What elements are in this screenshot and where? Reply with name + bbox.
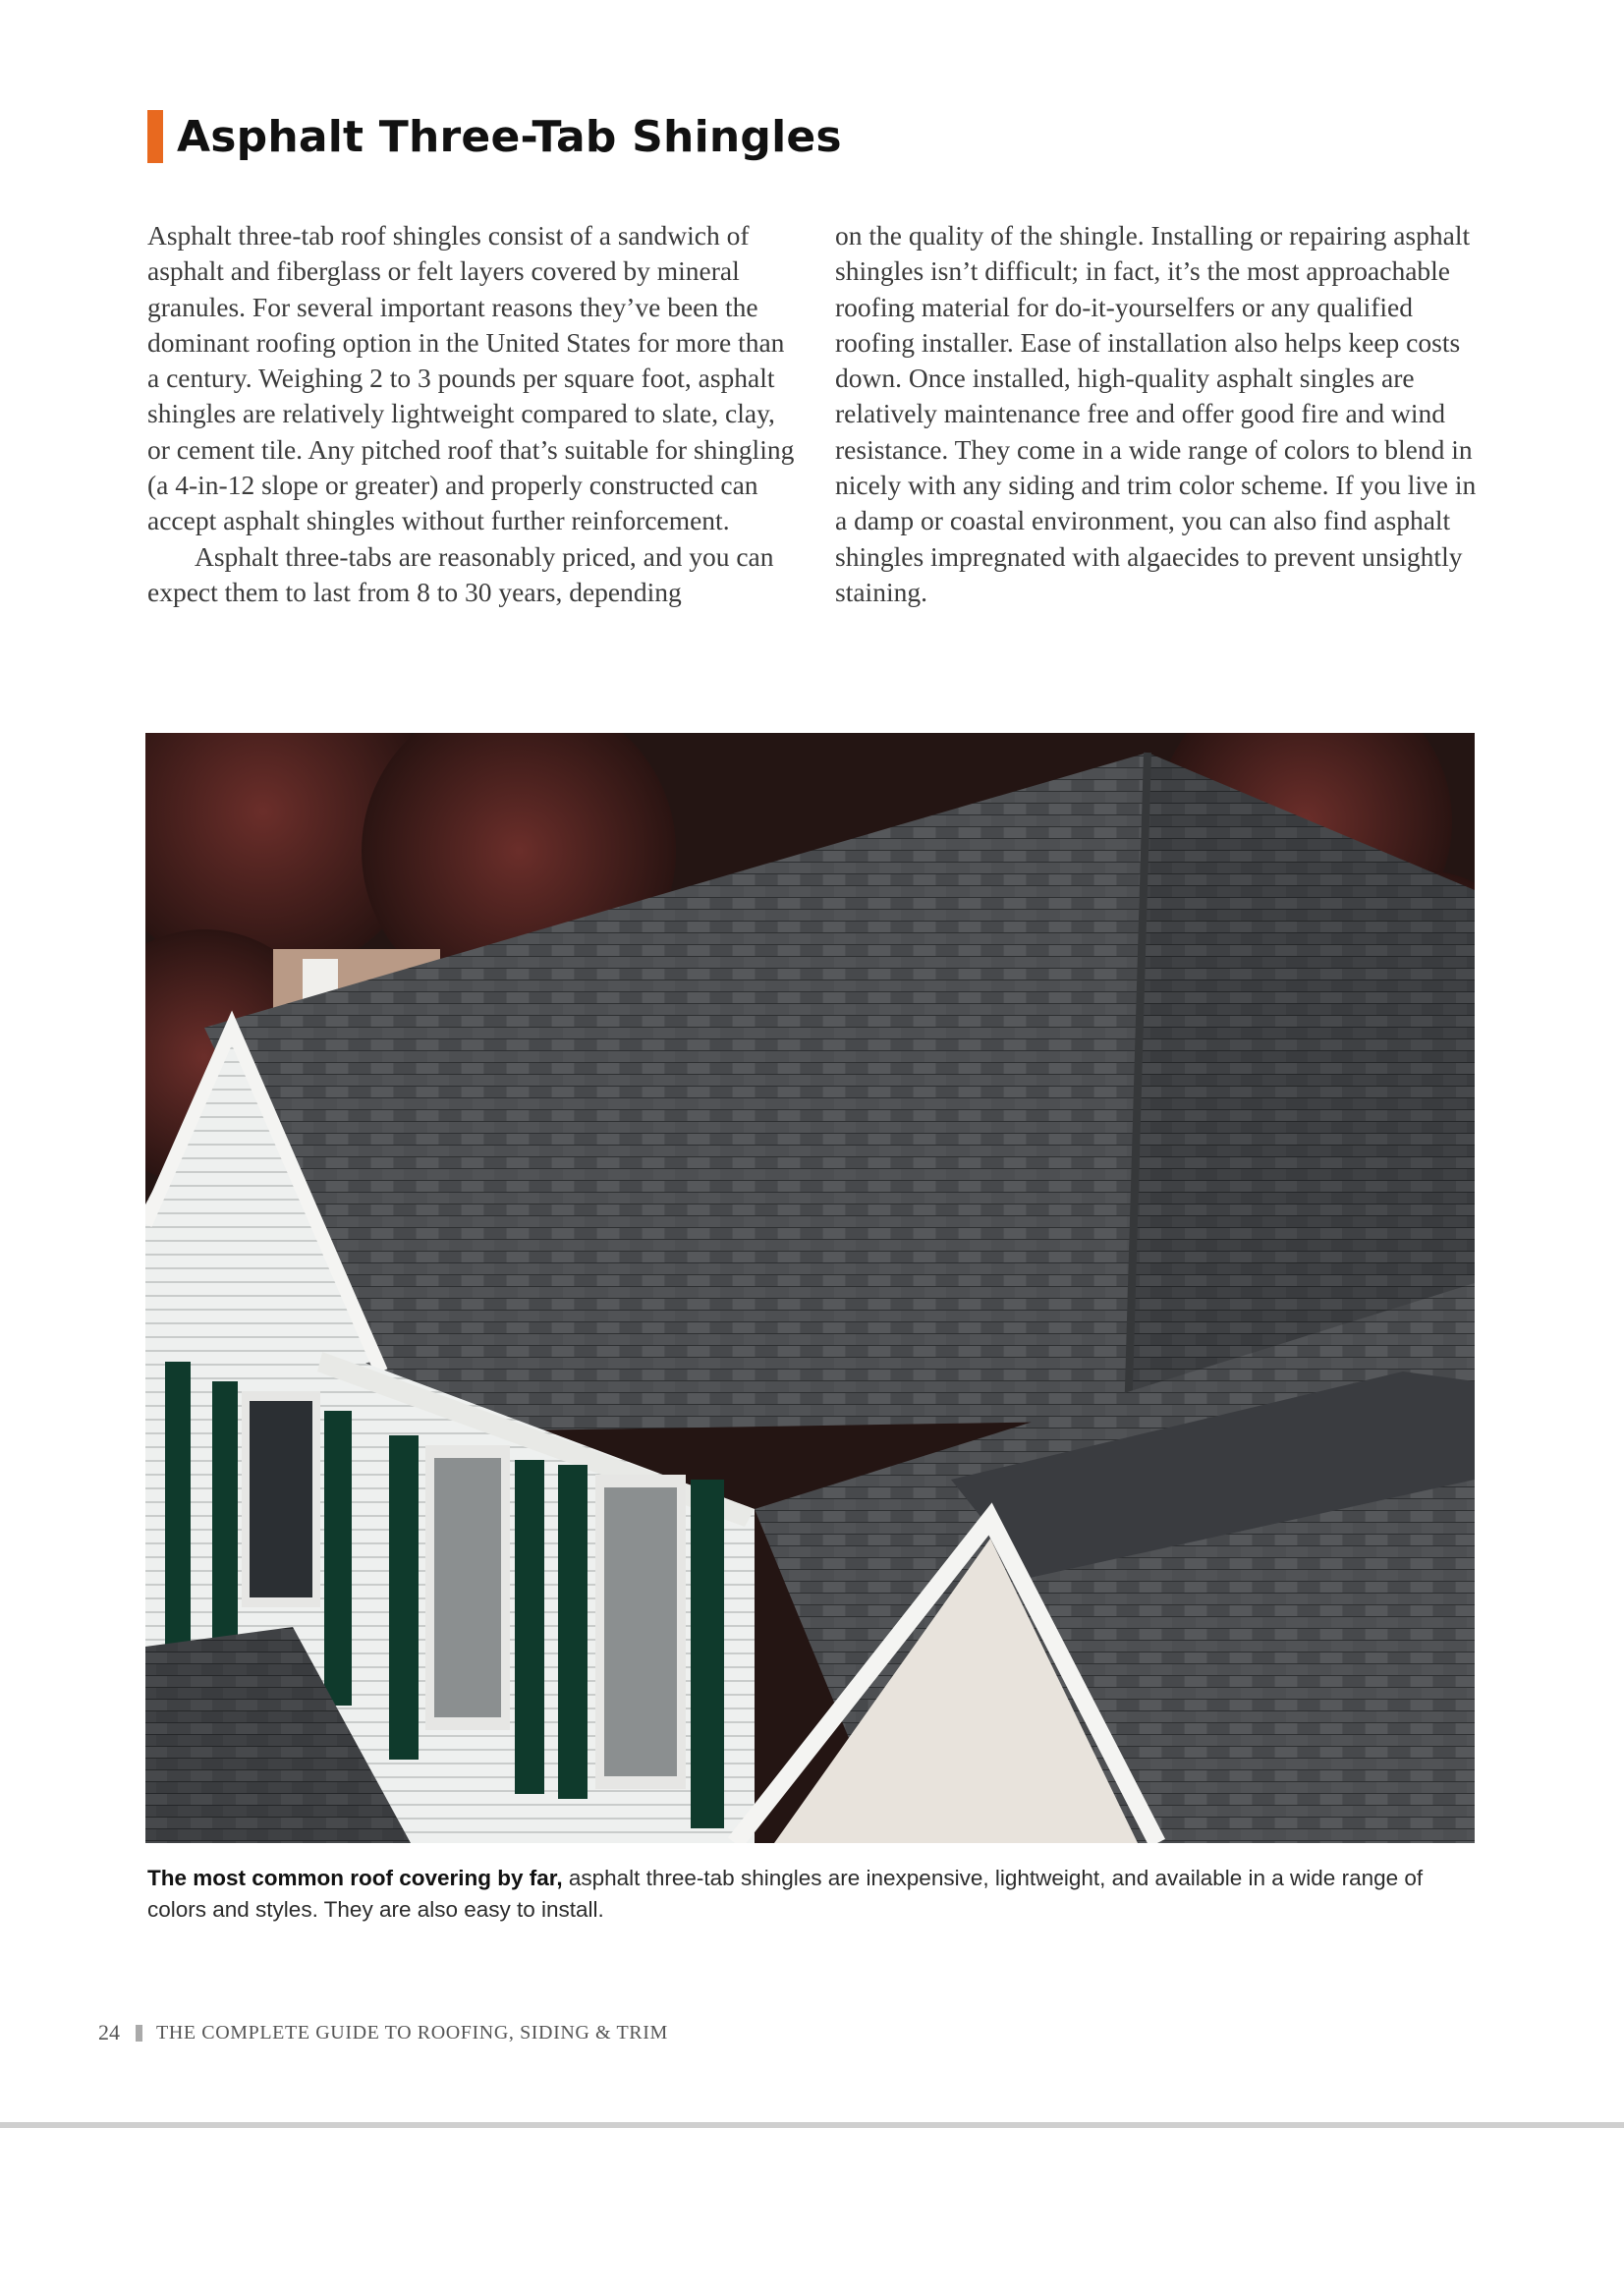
- page-number: 24: [98, 2020, 120, 2044]
- paragraph: Asphalt three-tabs are reasonably priced, and you can expect them to last from 8 to 30 years, depending: [147, 540, 774, 607]
- page-footer: [98, 2020, 668, 2045]
- heading: [147, 110, 842, 163]
- paragraph: on the quality of the shingle. Installing or repairing asphalt shingles isn’t difficult; in fact, it’s the most approachable roofing material for do-it-yourselfers or any qualified roofing installer. Ease of installation also helps keep costs down. Once installed, high-quality asphalt singles are relatively maintenance free and offer good fire and wind resistance. They come in a wide range of colors to blend in nicely with any siding and trim color scheme. If you live in a damp or coastal environment, you can also find asphalt shingles impregnated with algaecides to prevent unsightly staining.: [835, 220, 1477, 607]
- paragraph: Asphalt three-tab roof shingles consist of a sandwich of asphalt and fiberglass or felt layers covered by mineral granules. For several important reasons they’ve been the dominant roofing option in the United States for more than a century. Weighing 2 to 3 pounds per square foot, asphalt shingles are relatively lightweight compared to slate, clay, or cement tile. Any pitched roof that’s suitable for shingling (a 4-in-12 slope or greater) and properly constructed can accept asphalt shingles without further reinforcement.: [147, 220, 795, 536]
- page-title: Asphalt Three-Tab Shingles: [177, 111, 842, 162]
- heading-accent-bar: [147, 110, 163, 163]
- caption-lead: The most common roof covering by far,: [147, 1866, 563, 1890]
- book-title: THE COMPLETE GUIDE TO ROOFING, SIDING & TRIM: [156, 2021, 668, 2044]
- body-column-left: [147, 218, 796, 610]
- roof-photo: [145, 733, 1475, 1843]
- caption-text: asphalt three-tab shingles are inexpensive, lightweight, and available in a wide range of colors and styles. They are also easy to install.: [147, 1866, 1424, 1922]
- body-column-right: [835, 218, 1484, 610]
- footer-separator: [136, 2025, 142, 2042]
- bottom-rule: [0, 2122, 1624, 2128]
- figure-caption: [147, 1863, 1484, 1926]
